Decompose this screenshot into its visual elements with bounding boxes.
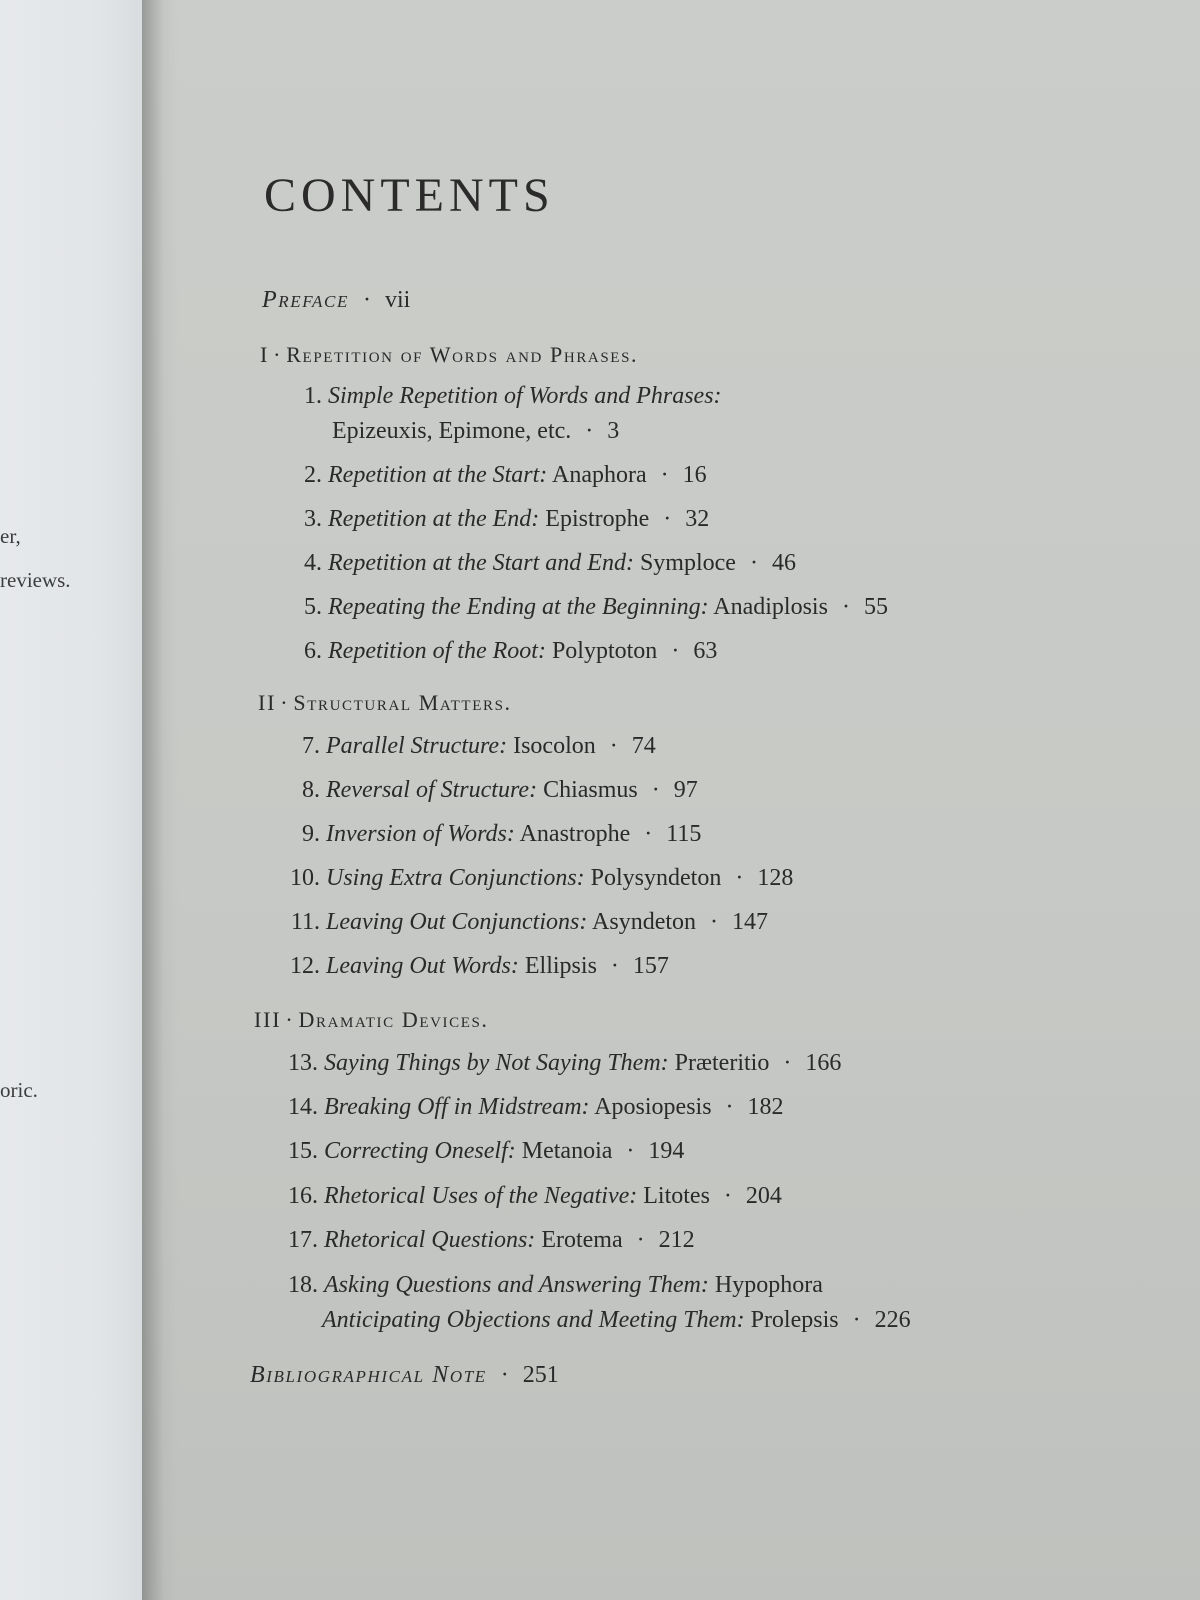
toc-entry bbox=[282, 951, 669, 981]
chapter-term: Metanoia bbox=[521, 1138, 613, 1164]
chapter-description: Asking Questions and Answering Them: bbox=[324, 1272, 709, 1298]
toc-entry bbox=[280, 1225, 695, 1255]
toc-entry bbox=[280, 1092, 784, 1122]
book-gutter bbox=[142, 0, 178, 1600]
chapter-number: 11. bbox=[290, 909, 320, 935]
toc-entry bbox=[296, 731, 656, 761]
toc-entry-continuation bbox=[332, 416, 619, 446]
chapter-description: Repetition at the End: bbox=[328, 506, 540, 532]
dot-separator: · bbox=[710, 909, 719, 935]
chapter-description: Using Extra Conjunctions: bbox=[326, 865, 585, 891]
chapter-description: Repetition at the Start and End: bbox=[328, 550, 634, 576]
dot-separator: · bbox=[280, 690, 290, 715]
chapter-term: Prolepsis bbox=[750, 1307, 839, 1333]
toc-entry bbox=[296, 775, 698, 805]
chapter-number: 13. bbox=[288, 1050, 318, 1076]
chapter-term: Polysyndeton bbox=[590, 865, 722, 891]
dot-separator: · bbox=[644, 821, 653, 847]
chapter-number: 10. bbox=[290, 865, 320, 891]
part-numeral: I bbox=[260, 342, 270, 367]
dot-separator: · bbox=[362, 287, 371, 313]
chapter-description: Repeating the Ending at the Beginning: bbox=[328, 594, 709, 620]
chapter-description: Simple Repetition of Words and Phrases: bbox=[328, 383, 722, 409]
chapter-description: Breaking Off in Midstream: bbox=[324, 1094, 590, 1120]
toc-entry bbox=[298, 592, 888, 622]
toc-entry bbox=[298, 504, 709, 534]
part-title: Structural Matters. bbox=[293, 690, 512, 715]
page-number: vii bbox=[384, 287, 411, 313]
toc-entry bbox=[296, 819, 701, 849]
page-number: 204 bbox=[745, 1183, 782, 1209]
page-number: 16 bbox=[682, 462, 707, 488]
dot-separator: · bbox=[725, 1094, 734, 1120]
chapter-term: Chiasmus bbox=[543, 777, 638, 803]
toc-entry bbox=[280, 1136, 684, 1166]
dot-separator: · bbox=[749, 550, 758, 576]
part-title: Dramatic Devices. bbox=[298, 1007, 489, 1032]
chapter-number: 7. bbox=[302, 733, 320, 759]
chapter-description: Anticipating Objections and Meeting Them: bbox=[322, 1307, 745, 1333]
chapter-term: Epizeuxis, Epimone, etc. bbox=[332, 418, 572, 444]
chapter-number: 9. bbox=[302, 821, 320, 847]
chapter-term: Erotema bbox=[541, 1227, 623, 1253]
facing-page-text: reviews. bbox=[0, 568, 71, 592]
dot-separator: · bbox=[273, 342, 283, 367]
chapter-term: Præteritio bbox=[674, 1050, 770, 1076]
chapter-term: Isocolon bbox=[513, 733, 596, 759]
part-heading bbox=[260, 340, 638, 370]
chapter-number: 6. bbox=[304, 638, 322, 664]
facing-page bbox=[0, 0, 142, 1600]
facing-page-text: oric. bbox=[0, 1078, 38, 1102]
dot-separator: · bbox=[671, 638, 680, 664]
page-number: 3 bbox=[607, 418, 620, 444]
toc-preface bbox=[262, 285, 410, 315]
chapter-term: Symploce bbox=[639, 550, 736, 576]
dot-separator: · bbox=[609, 733, 618, 759]
toc-entry bbox=[298, 636, 717, 666]
page-number: 147 bbox=[732, 909, 769, 935]
chapter-number: 1. bbox=[304, 383, 322, 409]
dot-separator: · bbox=[852, 1307, 861, 1333]
toc-entry bbox=[280, 1048, 841, 1078]
page-number: 63 bbox=[693, 638, 718, 664]
chapter-description: Leaving Out Words: bbox=[326, 953, 519, 979]
toc-entry-continuation bbox=[322, 1305, 911, 1335]
page-number: 157 bbox=[632, 953, 669, 979]
toc-bibliography bbox=[250, 1360, 559, 1390]
chapter-number: 5. bbox=[304, 594, 322, 620]
part-heading bbox=[254, 1005, 489, 1035]
chapter-number: 4. bbox=[304, 550, 322, 576]
chapter-description: Reversal of Structure: bbox=[326, 777, 538, 803]
dot-separator: · bbox=[723, 1183, 732, 1209]
page-number: 74 bbox=[631, 733, 656, 759]
chapter-term: Asyndeton bbox=[592, 909, 697, 935]
toc-entry bbox=[280, 1181, 782, 1211]
part-numeral: III bbox=[254, 1007, 282, 1032]
chapter-number: 8. bbox=[302, 777, 320, 803]
dot-separator: · bbox=[651, 777, 660, 803]
preface-label: Preface bbox=[262, 287, 349, 313]
page-number: 251 bbox=[522, 1362, 559, 1388]
chapter-description: Inversion of Words: bbox=[326, 821, 515, 847]
dot-separator: · bbox=[783, 1050, 792, 1076]
page-number: 166 bbox=[805, 1050, 842, 1076]
chapter-number: 15. bbox=[288, 1138, 318, 1164]
toc-entry bbox=[282, 907, 768, 937]
page-number: 226 bbox=[874, 1307, 911, 1333]
chapter-number: 17. bbox=[288, 1227, 318, 1253]
toc-entry bbox=[298, 548, 796, 578]
page-number: 115 bbox=[666, 821, 702, 847]
dot-separator: · bbox=[841, 594, 850, 620]
bibliography-label: Bibliographical Note bbox=[250, 1362, 487, 1388]
chapter-term: Litotes bbox=[643, 1183, 710, 1209]
chapter-description: Correcting Oneself: bbox=[324, 1138, 516, 1164]
chapter-term: Anaphora bbox=[551, 462, 647, 488]
chapter-description: Rhetorical Questions: bbox=[324, 1227, 536, 1253]
page-number: 212 bbox=[658, 1227, 695, 1253]
dot-separator: · bbox=[660, 462, 669, 488]
part-title: Repetition of Words and Phrases. bbox=[286, 342, 639, 367]
dot-separator: · bbox=[663, 506, 672, 532]
page-number: 194 bbox=[648, 1138, 685, 1164]
dot-separator: · bbox=[500, 1362, 509, 1388]
page-number: 46 bbox=[771, 550, 796, 576]
dot-separator: · bbox=[636, 1227, 645, 1253]
chapter-term: Polyptoton bbox=[551, 638, 658, 664]
page-number: 32 bbox=[685, 506, 710, 532]
page-title: CONTENTS bbox=[264, 169, 555, 222]
toc-entry bbox=[280, 1270, 823, 1300]
dot-separator: · bbox=[626, 1138, 635, 1164]
chapter-term: Anadiplosis bbox=[713, 594, 828, 620]
chapter-description: Repetition of the Root: bbox=[328, 638, 546, 664]
part-numeral: II bbox=[258, 690, 277, 715]
dot-separator: · bbox=[285, 1007, 295, 1032]
toc-entry bbox=[298, 460, 707, 490]
chapter-number: 12. bbox=[290, 953, 320, 979]
part-heading bbox=[258, 688, 512, 718]
chapter-term: Ellipsis bbox=[524, 953, 597, 979]
chapter-term: Anastrophe bbox=[519, 821, 631, 847]
page-number: 55 bbox=[863, 594, 888, 620]
chapter-term: Epistrophe bbox=[545, 506, 650, 532]
chapter-number: 2. bbox=[304, 462, 322, 488]
dot-separator: · bbox=[735, 865, 744, 891]
chapter-description: Rhetorical Uses of the Negative: bbox=[324, 1183, 638, 1209]
chapter-term: Aposiopesis bbox=[594, 1094, 712, 1120]
chapter-description: Repetition at the Start: bbox=[328, 462, 548, 488]
chapter-number: 14. bbox=[288, 1094, 318, 1120]
page-number: 97 bbox=[673, 777, 698, 803]
chapter-description: Saying Things by Not Saying Them: bbox=[324, 1050, 669, 1076]
chapter-number: 3. bbox=[304, 506, 322, 532]
chapter-number: 18. bbox=[288, 1272, 318, 1298]
toc-entry bbox=[282, 863, 793, 893]
chapter-description: Leaving Out Conjunctions: bbox=[326, 909, 588, 935]
facing-page-text: er, bbox=[0, 524, 21, 548]
dot-separator: · bbox=[610, 953, 619, 979]
toc-entry bbox=[298, 381, 722, 411]
chapter-description: Parallel Structure: bbox=[326, 733, 508, 759]
dot-separator: · bbox=[585, 418, 594, 444]
page-number: 182 bbox=[747, 1094, 784, 1120]
chapter-term: Hypophora bbox=[714, 1272, 823, 1298]
chapter-number: 16. bbox=[288, 1183, 318, 1209]
page-number: 128 bbox=[757, 865, 794, 891]
